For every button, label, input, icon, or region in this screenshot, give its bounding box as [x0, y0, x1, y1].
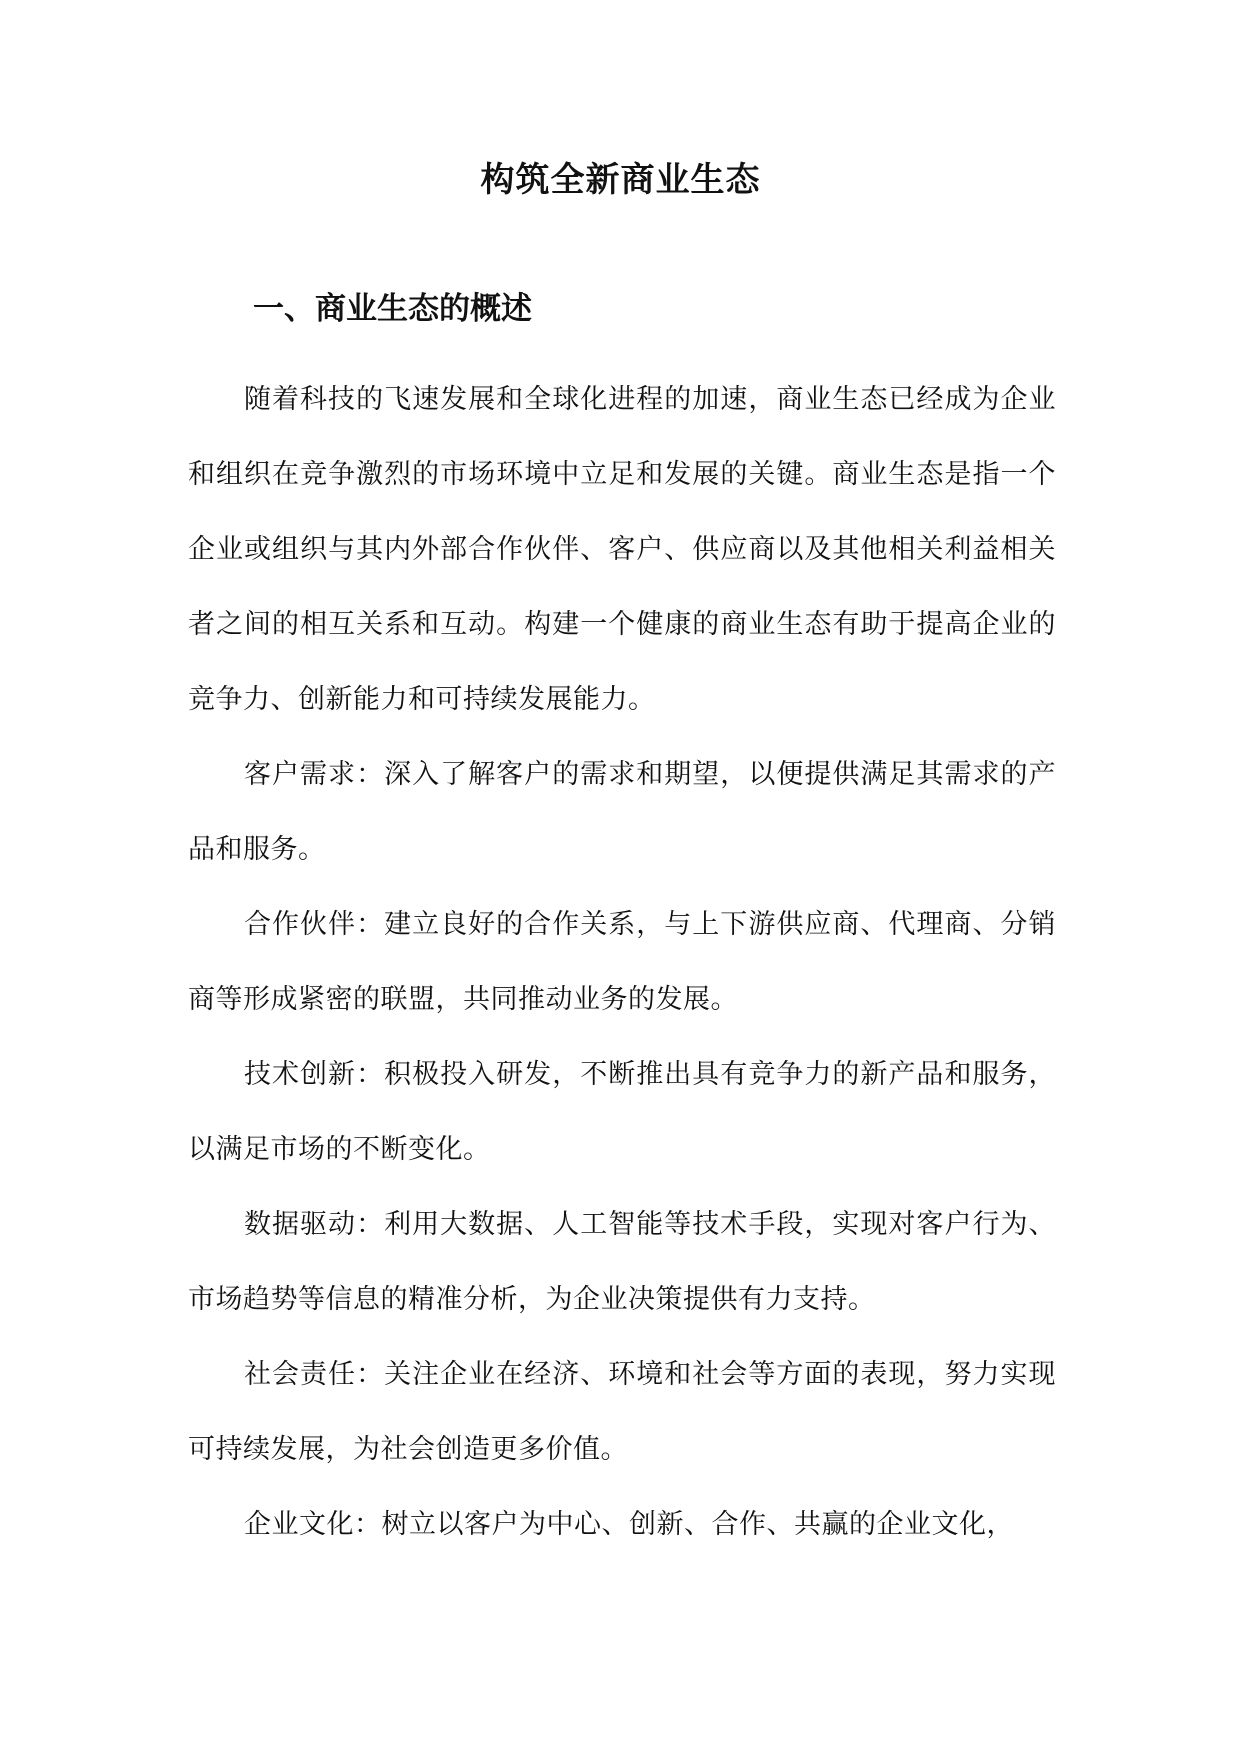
- paragraph-customer-needs: 客户需求：深入了解客户的需求和期望，以便提供满足其需求的产品和服务。: [188, 759, 1056, 865]
- section-heading: 一、商业生态的概述: [253, 291, 532, 327]
- paragraph-social-responsibility: 社会责任：关注企业在经济、环境和社会等方面的表现，努力实现可持续发展，为社会创造更多价值。: [188, 1359, 1056, 1465]
- paragraph-partners: 合作伙伴：建立良好的合作关系，与上下游供应商、代理商、分销商等形成紧密的联盟，共同推动业务的发展。: [188, 909, 1056, 1015]
- paragraph-data-driven: 数据驱动：利用大数据、人工智能等技术手段，实现对客户行为、市场趋势等信息的精准分析，为企业决策提供有力支持。: [188, 1209, 1056, 1315]
- paragraph-tech-innovation: 技术创新：积极投入研发，不断推出具有竞争力的新产品和服务，以满足市场的不断变化。: [188, 1059, 1056, 1165]
- document-title: 构筑全新商业生态: [480, 160, 761, 200]
- document-body: [188, 362, 1056, 1562]
- paragraph-corporate-culture: 企业文化：树立以客户为中心、创新、合作、共赢的企业文化，: [244, 1509, 1014, 1540]
- paragraph-overview: 随着科技的飞速发展和全球化进程的加速，商业生态已经成为企业和组织在竞争激烈的市场环境中立足和发展的关键。商业生态是指一个企业或组织与其内外部合作伙伴、客户、供应商以及其他相关利益相关者之间的相互关系和互动。构建一个健康的商业生态有助于提高企业的竞争力、创新能力和可持续发展能力。: [188, 384, 1056, 715]
